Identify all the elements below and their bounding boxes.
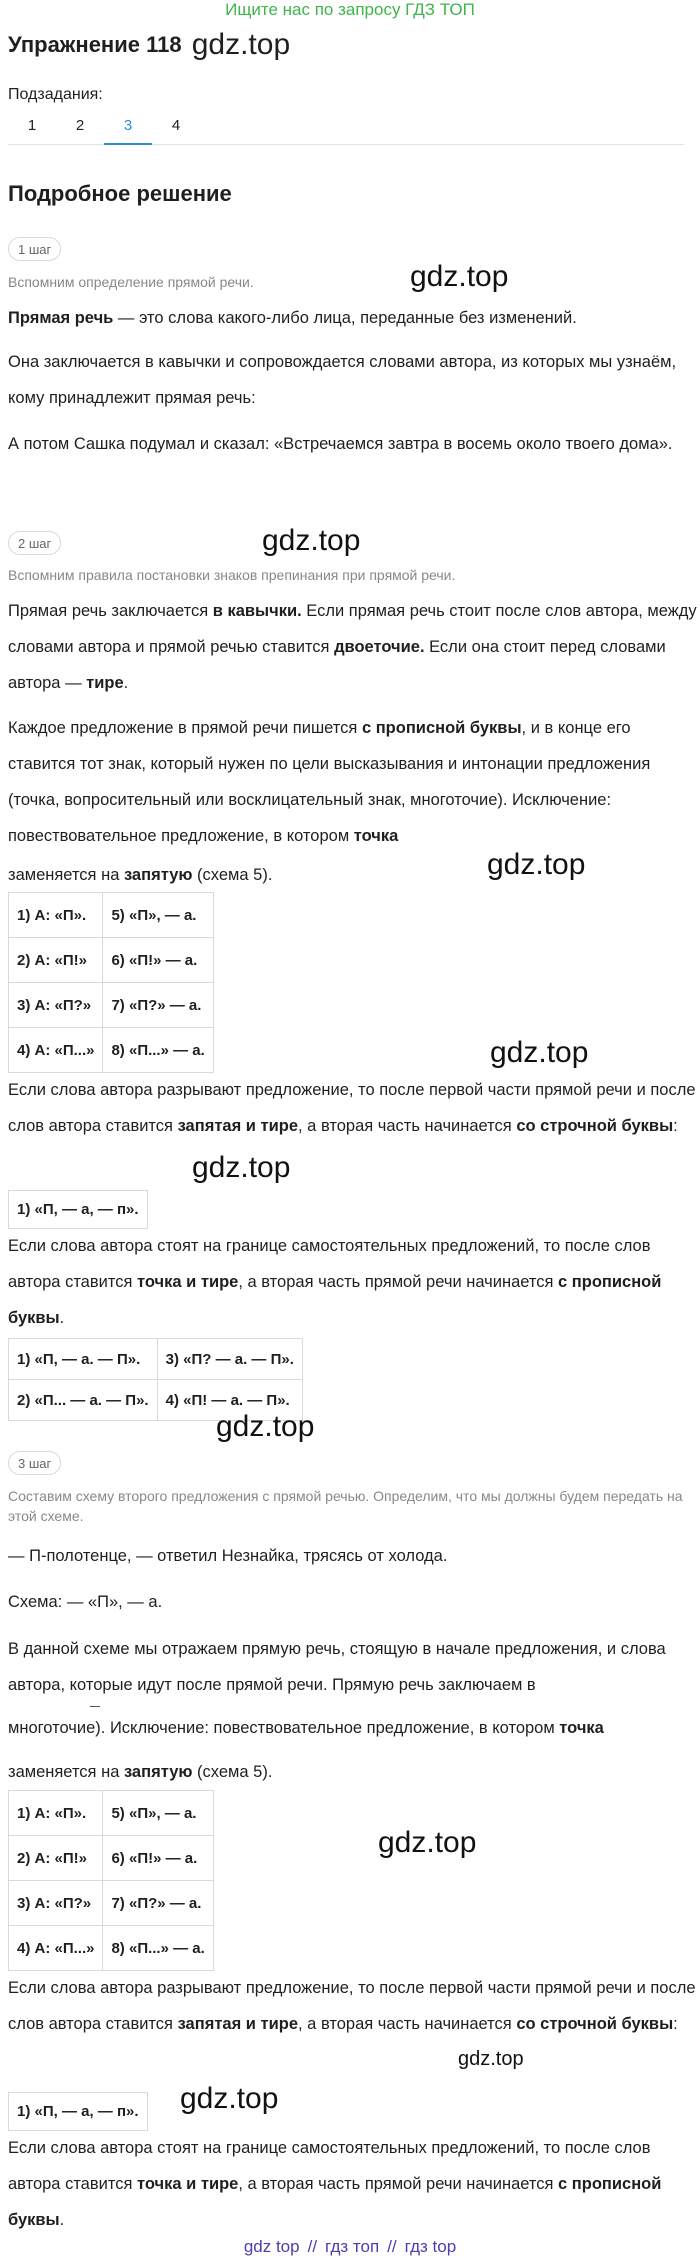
overlap-paragraph: многоточие). Исключение: повествовательное предложение, в котором точка	[8, 1719, 604, 1737]
table-cell: 3) А: «П?»	[9, 983, 103, 1028]
table-cell: 1) «П, — а. — П».	[9, 1339, 158, 1380]
table-cell: 6) «П!» — а.	[103, 1836, 213, 1881]
page-title	[8, 28, 290, 62]
table-cell: 6) «П!» — а.	[103, 938, 213, 983]
watermark: gdz.top	[180, 2082, 279, 2115]
step-badge-3: 3 шаг	[8, 1451, 61, 1475]
watermark: gdz.top	[262, 524, 361, 557]
table-cell: 2) «П... — а. — П».	[9, 1380, 158, 1421]
table-row	[9, 1028, 214, 1073]
schemes-table-3	[8, 1790, 214, 1971]
table-row	[9, 938, 214, 983]
rule-paragraph-3b: Если слова автора разрывают предложение, то после первой части прямой речи и после слов автора ставится запятая и тире, а вторая часть начинается со строчной буквы:	[8, 1979, 696, 2033]
gdz-logo: gdz.top	[191, 28, 291, 61]
subtask-tabs	[8, 110, 684, 145]
subtasks-label: Подзадания:	[8, 86, 103, 103]
example-paragraph: А потом Сашка подумал и сказал: «Встречаемся завтра в восемь около твоего дома».	[8, 435, 673, 453]
scheme-line: Схема: — «П», — а.	[8, 1593, 163, 1611]
rule-paragraph-4b: Если слова автора стоят на границе самостоятельных предложений, то после слов автора ставится точка и тире, а вторая часть прямой речи начинается с прописной буквы.	[8, 2139, 662, 2229]
tab-1[interactable]: 1	[27, 117, 37, 134]
table-row	[9, 893, 214, 938]
sentence-example: — П-полотенце, — ответил Незнайка, трясясь от холода.	[8, 1547, 448, 1565]
step-badge-2: 2 шаг	[8, 531, 61, 555]
watermark: gdz.top	[487, 848, 586, 881]
solution-heading: Подробное решение	[8, 181, 232, 206]
watermark: gdz.top	[378, 1826, 477, 1859]
table-row	[9, 983, 214, 1028]
schemes-table	[8, 892, 214, 1073]
bottom-link-3[interactable]: гдз top	[404, 2237, 457, 2256]
exercise-title: Упражнение 118	[8, 32, 182, 57]
step3-hint: Составим схему второго предложения с прямой речью. Определим, что мы должны будем передать на этой схеме.	[8, 1488, 683, 1524]
bottom-link-2[interactable]: гдз топ	[325, 2237, 380, 2256]
table-cell: 5) «П», — а.	[103, 1791, 213, 1836]
table-cell: 2) А: «П!»	[9, 938, 103, 983]
text-fragment	[90, 1706, 100, 1707]
tab-4[interactable]: 4	[171, 117, 181, 134]
table-cell: 1) «П, — а, — п».	[9, 1191, 148, 1229]
step3-paragraph: В данной схеме мы отражаем прямую речь, стоящую в начале предложения, и слова автора, которые идут после прямой речи. Прямую речь заключаем в	[8, 1640, 666, 1694]
table-cell: 5) «П», — а.	[103, 893, 213, 938]
table-cell: 3) А: «П?»	[9, 1881, 103, 1926]
watermark: gdz.top	[490, 1036, 589, 1069]
table-cell: 7) «П?» — а.	[103, 1881, 213, 1926]
table-cell: 4) А: «П...»	[9, 1028, 103, 1073]
link-separator: //	[307, 2237, 318, 2256]
table-cell: 1) А: «П».	[9, 1791, 103, 1836]
table-row	[9, 1191, 148, 1229]
watermark: gdz.top	[410, 260, 509, 293]
watermark-small: gdz.top	[458, 2048, 524, 2070]
rule-paragraph-1: Прямая речь заключается в кавычки. Если прямая речь стоит после слов автора, между словами автора и прямой речью ставится двоеточие. Если она стоит перед словами автора — тире.	[8, 602, 697, 692]
step-badge-1: 1 шаг	[8, 237, 61, 261]
bottom-link-1[interactable]: gdz top	[243, 2237, 300, 2256]
step1-hint: Вспомним определение прямой речи.	[8, 274, 254, 290]
table-cell: 8) «П...» — а.	[103, 1926, 213, 1971]
table-row	[9, 1836, 214, 1881]
scheme-single-2	[8, 2092, 148, 2131]
tab-2[interactable]: 2	[75, 117, 85, 134]
overlap-paragraph-end: заменяется на запятую (схема 5).	[8, 1763, 273, 1781]
step2-hint: Вспомним правила постановки знаков препинания при прямой речи.	[8, 567, 456, 583]
table-cell: 7) «П?» — а.	[103, 983, 213, 1028]
watermark: gdz.top	[216, 1410, 315, 1443]
table-cell: 8) «П...» — а.	[103, 1028, 213, 1073]
rule-paragraph-2: Каждое предложение в прямой речи пишется с прописной буквы, и в конце его ставится тот знак, который нужен по цели высказывания и интонации предложения (точка, вопросительный или восклицательный знак, многоточие). Исключение: повествовательное предложение, в котором точка	[8, 719, 651, 845]
watermark: gdz.top	[192, 1151, 291, 1184]
rule-paragraph-3: Если слова автора разрывают предложение, то после первой части прямой речи и после слов автора ставится запятая и тире, а вторая часть начинается со строчной буквы:	[8, 1081, 696, 1135]
schemes-table-2	[8, 1338, 303, 1421]
table-cell: 1) А: «П».	[9, 893, 103, 938]
step1-paragraph-2: Она заключается в кавычки и сопровождается словами автора, из которых мы узнаём, кому принадлежит прямая речь:	[8, 353, 677, 407]
link-separator: //	[387, 2237, 397, 2256]
table-cell: 1) «П, — а, — п».	[9, 2093, 148, 2131]
table-cell: 3) «П? — а. — П».	[157, 1339, 302, 1380]
table-row	[9, 1339, 303, 1380]
top-banner[interactable]: Ищите нас по запросу ГДЗ ТОП	[225, 0, 475, 19]
rule-paragraph-2-end: заменяется на запятую (схема 5).	[8, 866, 273, 884]
bottom-links	[0, 2236, 700, 2258]
table-cell: 4) «П! — а. — П».	[157, 1380, 302, 1421]
table-cell: 2) А: «П!»	[9, 1836, 103, 1881]
table-row	[9, 1791, 214, 1836]
tab-3[interactable]: 3	[104, 110, 152, 144]
definition-paragraph: Прямая речь — это слова какого-либо лица, переданные без изменений.	[8, 309, 577, 327]
table-row	[9, 1881, 214, 1926]
table-row	[9, 1926, 214, 1971]
rule-paragraph-4: Если слова автора стоят на границе самостоятельных предложений, то после слов автора ставится точка и тире, а вторая часть прямой речи начинается с прописной буквы.	[8, 1237, 662, 1327]
table-cell: 4) А: «П...»	[9, 1926, 103, 1971]
scheme-single	[8, 1190, 148, 1229]
table-row	[9, 2093, 148, 2131]
